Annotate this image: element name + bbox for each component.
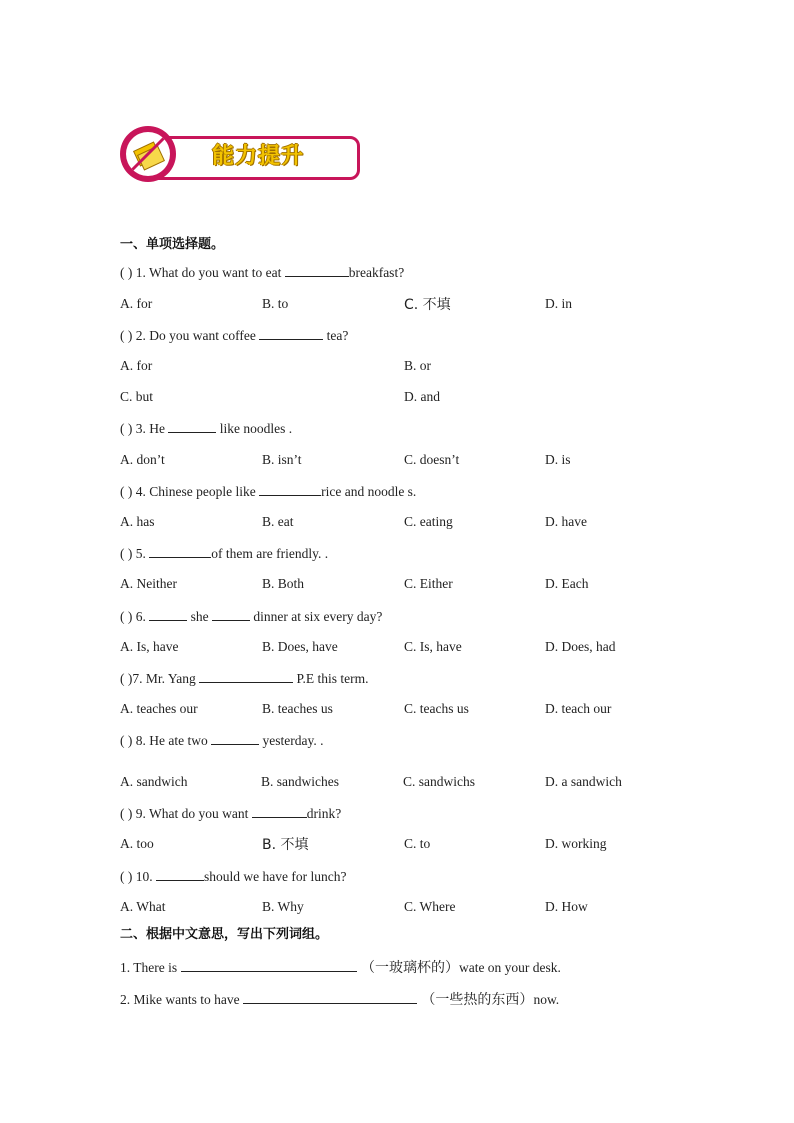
option-c[interactable]: C. teachs us xyxy=(404,701,469,716)
question-text: rice and noodle s. xyxy=(321,484,417,499)
option-a[interactable]: A. Is, have xyxy=(120,639,179,654)
banner-title: 能力提升 xyxy=(212,144,305,169)
answer-blank[interactable] xyxy=(156,868,204,881)
option-b[interactable]: B. sandwiches xyxy=(261,774,339,789)
banner-badge xyxy=(120,126,176,182)
answer-blank[interactable] xyxy=(259,327,323,340)
option-c[interactable]: C. eating xyxy=(404,514,453,529)
question-7 xyxy=(120,670,369,687)
question-text: ( ) 2. Do you want coffee xyxy=(120,328,260,343)
question-text: like noodles . xyxy=(216,421,293,436)
option-a[interactable]: A. for xyxy=(120,296,153,311)
option-a[interactable]: A. What xyxy=(120,899,166,914)
option-c[interactable]: C. but xyxy=(120,389,154,404)
question-text: ( ) 8. He ate two xyxy=(120,733,212,748)
question-6 xyxy=(120,608,382,625)
question-text: should we have for lunch? xyxy=(204,869,347,884)
phrase-text: 1. There is xyxy=(120,960,181,975)
question-10 xyxy=(120,868,346,885)
question-2 xyxy=(120,327,348,344)
option-a[interactable]: A. for xyxy=(120,358,153,373)
option-a[interactable]: A. has xyxy=(120,514,155,529)
option-d[interactable]: D. Does, had xyxy=(545,639,616,654)
question-text: ( ) 10. xyxy=(120,869,156,884)
option-d[interactable]: D. Each xyxy=(545,576,589,591)
question-text: ( ) 3. He xyxy=(120,421,169,436)
question-9 xyxy=(120,805,341,822)
answer-blank[interactable] xyxy=(199,670,293,683)
option-d[interactable]: D. in xyxy=(545,296,572,311)
option-b[interactable]: B. eat xyxy=(262,514,294,529)
option-b[interactable]: B. or xyxy=(404,358,431,373)
option-d[interactable]: D. working xyxy=(545,836,607,851)
answer-blank[interactable] xyxy=(211,732,259,745)
phrase-text: wate on your desk. xyxy=(458,960,561,975)
question-text: ( ) 4. Chinese people like xyxy=(120,484,260,499)
answer-blank[interactable] xyxy=(243,991,417,1004)
option-b[interactable]: B. Does, have xyxy=(262,639,338,654)
phrase-text: now. xyxy=(533,992,560,1007)
question-text: ( ) 6. xyxy=(120,609,150,624)
option-d[interactable]: D. a sandwich xyxy=(545,774,622,789)
option-d[interactable]: D. teach our xyxy=(545,701,612,716)
answer-blank[interactable] xyxy=(149,608,187,621)
section-banner xyxy=(120,126,360,188)
question-3 xyxy=(120,420,292,437)
question-text: of them are friendly. . xyxy=(211,546,329,561)
question-text: she xyxy=(187,609,212,624)
chinese-hint: （一玻璃杯的） xyxy=(356,960,459,976)
answer-blank[interactable] xyxy=(212,608,250,621)
option-b[interactable]: B. teaches us xyxy=(262,701,333,716)
question-text: dinner at six every day? xyxy=(250,609,383,624)
question-1 xyxy=(120,264,404,281)
answer-blank[interactable] xyxy=(181,959,357,972)
option-a[interactable]: A. Neither xyxy=(120,576,177,591)
option-d[interactable]: D. have xyxy=(545,514,587,529)
question-text: ( )7. Mr. Yang xyxy=(120,671,200,686)
option-b[interactable]: B. isn’t xyxy=(262,452,302,467)
phrase-text: 2. Mike wants to have xyxy=(120,992,243,1007)
question-text: breakfast? xyxy=(348,265,405,280)
question-text: yesterday. . xyxy=(259,733,324,748)
answer-blank[interactable] xyxy=(149,545,211,558)
option-c[interactable]: C. Is, have xyxy=(404,639,462,654)
option-b[interactable]: B. Why xyxy=(262,899,304,914)
option-c[interactable]: C. 不填 xyxy=(404,297,451,313)
question-text: ( ) 1. What do you want to eat xyxy=(120,265,285,280)
question-5 xyxy=(120,545,328,562)
option-a[interactable]: A. sandwich xyxy=(120,774,188,789)
question-text: tea? xyxy=(323,328,349,343)
answer-blank[interactable] xyxy=(259,483,321,496)
option-c[interactable]: C. Where xyxy=(404,899,456,914)
option-d[interactable]: D. and xyxy=(404,389,440,404)
phrase-item-2 xyxy=(120,989,559,1009)
option-b[interactable]: B. to xyxy=(262,296,289,311)
option-a[interactable]: A. teaches our xyxy=(120,701,198,716)
question-text: P.E this term. xyxy=(293,671,369,686)
question-text: ( ) 9. What do you want xyxy=(120,806,252,821)
option-c[interactable]: C. sandwichs xyxy=(403,774,475,789)
option-a[interactable]: A. too xyxy=(120,836,154,851)
book-icon xyxy=(126,132,170,176)
chinese-hint: （一些热的东西） xyxy=(416,992,534,1008)
answer-blank[interactable] xyxy=(252,805,307,818)
option-a[interactable]: A. don’t xyxy=(120,452,165,467)
section-title-1: 一、单项选择题。 xyxy=(120,237,225,252)
answer-blank[interactable] xyxy=(285,264,349,277)
phrase-item-1 xyxy=(120,957,561,977)
section-title-2: 二、根据中文意思，写出下列词组。 xyxy=(120,927,329,942)
option-b[interactable]: B. 不填 xyxy=(262,837,309,853)
option-c[interactable]: C. doesn’t xyxy=(404,452,460,467)
option-c[interactable]: C. Either xyxy=(404,576,453,591)
option-c[interactable]: C. to xyxy=(404,836,431,851)
option-d[interactable]: D. is xyxy=(545,452,571,467)
question-text: ( ) 5. xyxy=(120,546,150,561)
question-8 xyxy=(120,732,323,749)
question-4 xyxy=(120,483,416,500)
option-d[interactable]: D. How xyxy=(545,899,588,914)
answer-blank[interactable] xyxy=(168,420,216,433)
option-b[interactable]: B. Both xyxy=(262,576,305,591)
question-text: drink? xyxy=(306,806,342,821)
